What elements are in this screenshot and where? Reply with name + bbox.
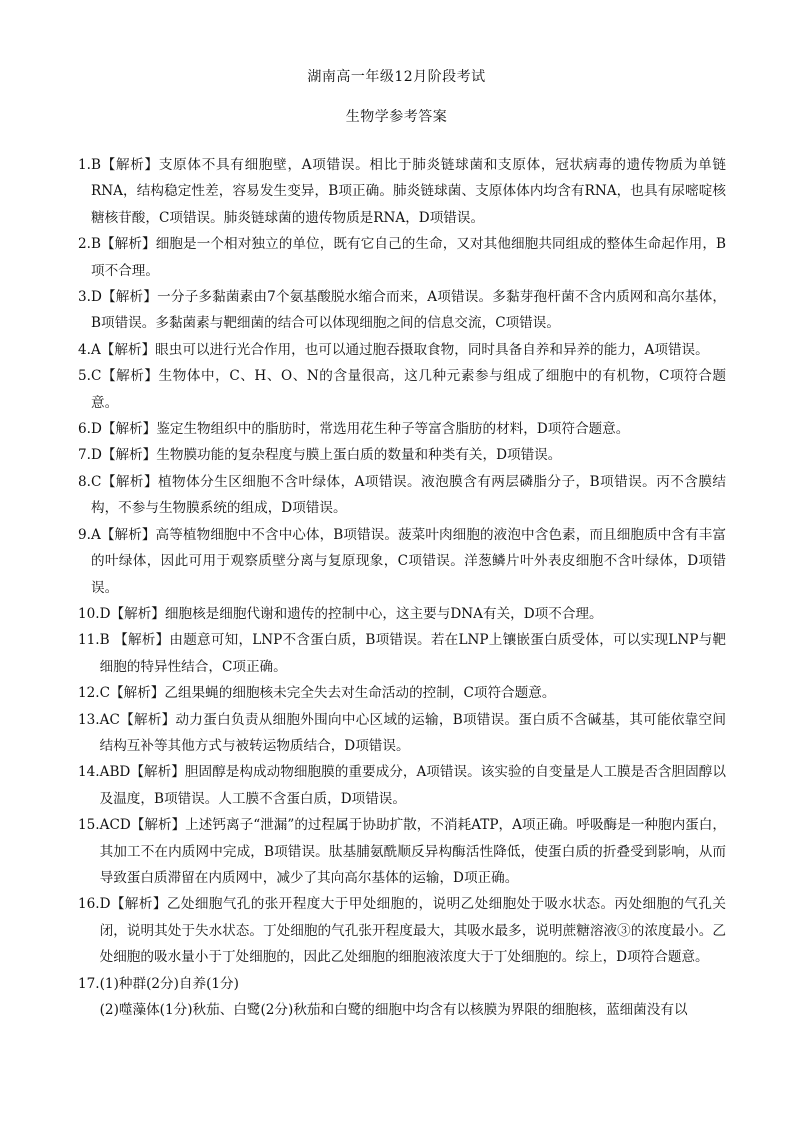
item-text: (1)种群(2分)自养(1分) bbox=[99, 975, 239, 992]
doc-title: 生物学参考答案 bbox=[345, 109, 448, 125]
answer-item-16 bbox=[78, 891, 726, 970]
answer-item-5 bbox=[78, 363, 726, 416]
item-text: D【解析】鉴定生物组织中的脂肪时，常选用花生种子等富含脂肪的材料，D项符合题意。 bbox=[90, 421, 630, 438]
item-text: C【解析】乙组果蝇的细胞核未完全失去对生命活动的控制，C项符合题意。 bbox=[99, 685, 556, 702]
item-text: B【解析】细胞是一个相对独立的单位，既有它自己的生命，又对其他细胞共同组成的整体生命起作用，B项不合理。 bbox=[90, 236, 726, 279]
answer-item-1 bbox=[78, 152, 726, 231]
item-number: 14. bbox=[78, 764, 100, 781]
answer-item-8 bbox=[78, 469, 726, 522]
item-number: 9. bbox=[78, 526, 91, 543]
item-text: C【解析】植物体分生区细胞不含叶绿体，A项错误。液泡膜含有两层磷脂分子，B项错误。丙不含膜结构，不参与生物膜系统的组成，D项错误。 bbox=[90, 473, 726, 517]
item-text: D【解析】一分子多黏菌素由7个氨基酸脱水缩合而来，A项错误。多黏芽孢杆菌不含内质网和高尔基体，B项错误。多黏菌素与靶细菌的结合可以体现细胞之间的信息交流，C项错误。 bbox=[90, 289, 726, 332]
item-number: 16. bbox=[78, 896, 100, 913]
item-text: D【解析】乙处细胞气孔的张开程度大于甲处细胞的，说明乙处细胞处于吸水状态。丙处细胞的气孔关闭，说明其处于失水状态。丁处细胞的气孔张开程度最大，其吸水最多，说明蔗糖溶液③的浓度最小。乙处细胞的吸水量小于丁处细胞的，因此乙处细胞的细胞液浓度大于丁处细胞的。综上，D项符合题意。 bbox=[99, 896, 726, 966]
item-subtext: (2)噬藻体(1分)秋茄、白鹭(2分)秋茄和白鹭的细胞中均含有以核膜为界限的细胞核，蓝细菌没有以 bbox=[99, 1002, 688, 1018]
answer-item-9 bbox=[78, 522, 726, 601]
item-number: 11. bbox=[78, 632, 100, 649]
item-number: 13. bbox=[78, 711, 100, 728]
answer-item-10 bbox=[78, 601, 726, 627]
answer-item-2 bbox=[78, 231, 726, 284]
item-number: 15. bbox=[78, 817, 100, 834]
answer-item-12 bbox=[78, 680, 726, 706]
item-text-block bbox=[100, 971, 726, 1024]
item-text: C【解析】生物体中，C、H、O、N的含量很高，这几种元素参与组成了细胞中的有机物，C项符合题意。 bbox=[90, 368, 726, 411]
item-text: ACD【解析】上述钙离子“泄漏”的过程属于协助扩散，不消耗ATP，A项正确。呼吸酶是一种胞内蛋白，其加工不在内质网中完成，B项错误。肽基脯氨酰顺反异构酶活性降低，使蛋白质的折叠受到影响，从而导致蛋白质滞留在内质网中，减少了其向高尔基体的运输，D项正确。 bbox=[99, 817, 726, 886]
item-number: 3. bbox=[78, 289, 91, 306]
item-text: A【解析】眼虫可以进行光合作用，也可以通过胞吞摄取食物，同时具备自养和异养的能力，A项错误。 bbox=[90, 341, 709, 358]
item-number: 10. bbox=[78, 605, 100, 622]
item-number: 6. bbox=[78, 421, 91, 438]
item-number: 4. bbox=[78, 341, 91, 358]
item-text: A【解析】高等植物细胞中不含中心体，B项错误。菠菜叶肉细胞的液泡中含色素，而且细胞质中含有丰富的叶绿体，因此可用于观察质壁分离与复原现象，C项错误。洋葱鳞片叶外表皮细胞不含叶绿体，D项错误。 bbox=[90, 526, 726, 596]
answer-item-13 bbox=[78, 707, 726, 760]
answer-item-4 bbox=[78, 337, 726, 363]
exam-title: 湖南高一年级12月阶段考试 bbox=[307, 69, 486, 85]
item-number: 5. bbox=[78, 368, 91, 385]
item-number: 1. bbox=[78, 157, 91, 173]
item-number: 7. bbox=[78, 447, 91, 464]
answer-item-17 bbox=[78, 971, 726, 1024]
item-text: D【解析】细胞核是细胞代谢和遗传的控制中心，这主要与DNA有关，D项不合理。 bbox=[99, 605, 603, 622]
item-number: 12. bbox=[78, 685, 100, 702]
answer-item-7 bbox=[78, 442, 726, 468]
item-number: 2. bbox=[78, 236, 91, 253]
answer-item-11 bbox=[78, 627, 726, 680]
item-number: 17. bbox=[78, 975, 100, 992]
answer-item-6 bbox=[78, 416, 726, 442]
answer-item-15 bbox=[78, 812, 726, 891]
item-text: D【解析】生物膜功能的复杂程度与膜上蛋白质的数量和种类有关，D项错误。 bbox=[90, 447, 562, 464]
item-text: B 【解析】由题意可知，LNP不含蛋白质，B项错误。若在LNP上镶嵌蛋白质受体，可以实现LNP与靶细胞的特异性结合，C项正确。 bbox=[99, 632, 726, 675]
answer-list bbox=[78, 152, 726, 1023]
item-text: ABD【解析】胆固醇是构成动物细胞膜的重要成分，A项错误。该实验的自变量是人工膜是否含胆固醇以及温度，B项错误。人工膜不含蛋白质，D项错误。 bbox=[99, 764, 726, 807]
answer-item-14 bbox=[78, 759, 726, 812]
item-text: AC【解析】动力蛋白负责从细胞外围向中心区域的运输，B项错误。蛋白质不含碱基，其可能依靠空间结构互补等其他方式与被转运物质结合，D项错误。 bbox=[99, 711, 726, 754]
answer-item-3 bbox=[78, 284, 726, 337]
item-text: B【解析】支原体不具有细胞壁，A项错误。相比于肺炎链球菌和支原体，冠状病毒的遗传物质为单链RNA，结构稳定性差，容易发生变异，B项正确。肺炎链球菌、支原体体内均含有RNA，也具有尿嘧啶核糖核苷酸，C项错误。肺炎链球菌的遗传物质是RNA，D项错误。 bbox=[90, 157, 726, 226]
item-number: 8. bbox=[78, 473, 91, 490]
